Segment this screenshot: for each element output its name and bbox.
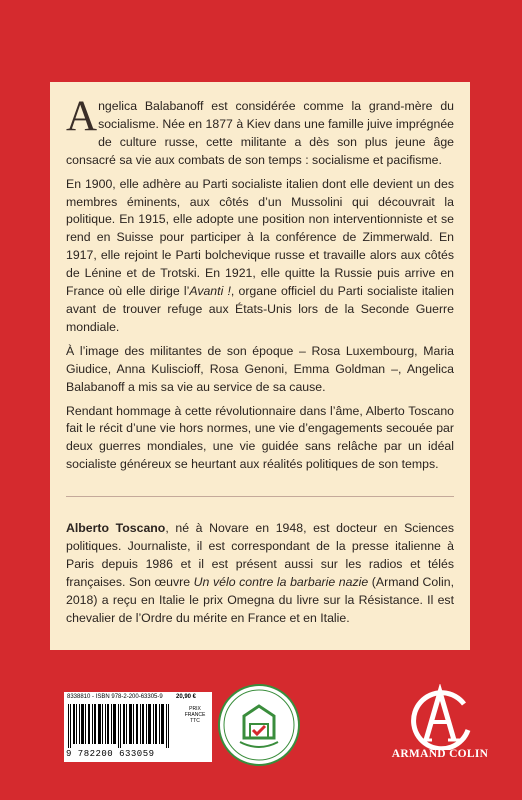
author-name: Alberto Toscano xyxy=(66,521,166,536)
section-divider xyxy=(66,496,454,497)
isbn-barcode-block xyxy=(64,692,212,762)
author-bio-text-a: , né à Novare en 1948, est docteur en Sciences politiques. Journaliste, il est correspondant de la presse italienne à Paris depuis 1986 et il est présent aussi sur les radios et télés françaises. Son œuvre xyxy=(66,521,454,589)
drop-cap-letter: A xyxy=(66,93,98,140)
synopsis-paragraph-2 xyxy=(66,176,454,337)
author-bio xyxy=(66,520,454,627)
isbn-line: 8338810 - ISBN 978-2-200-63305-9 xyxy=(67,694,163,700)
made-in-france-stamp xyxy=(218,684,300,766)
price: 20,90 € xyxy=(176,694,197,700)
synopsis-paragraph-1 xyxy=(66,93,454,170)
synopsis-paragraph-1-text: ngelica Balabanoff est considérée comme la grand-mère du socialisme. Née en 1877 à Kiev dans une famille juive imprégnée de culture russe, cette militante a dès son plus jeune âge consacré sa vie aux combats de son temps : socialisme et pacifisme. xyxy=(66,99,454,167)
armand-colin-monogram-icon xyxy=(385,684,495,750)
text-panel xyxy=(50,82,470,650)
newspaper-title: Avanti ! xyxy=(189,284,231,299)
publisher-name: ARMAND COLIN xyxy=(391,748,489,760)
author-bio-text-b: (Armand Colin, 2018) a reçu en Italie le prix Omegna du livre sur la Résistance. Il est chevalier de l’Ordre du mérite en France et en Italie. xyxy=(66,574,454,625)
armand-colin-logo xyxy=(385,684,495,774)
barcode-digits: 9 782200 633059 xyxy=(66,749,155,759)
book-title: Un vélo contre la barbarie nazie xyxy=(193,574,369,589)
made-in-france-seal-icon xyxy=(220,686,298,764)
price-label: PRIX FRANCE TTC xyxy=(184,706,206,724)
barcode-icon xyxy=(68,704,172,748)
synopsis-paragraph-2-text-b: , organe officiel du Parti socialiste italien avant de trouver refuge aux États-Unis lors de la Seconde Guerre mondiale. xyxy=(66,284,454,334)
synopsis-paragraph-2-text-a: En 1900, elle adhère au Parti socialiste italien dont elle devient un des membres éminents, aux côtés d’un Mussolini qui découvrait la politique. En 1915, elle adopte une position non interventionniste et se rend en Suisse pour participer à la conférence de Zimmerwald. En 1917, elle rejoint le Parti bolchevique russe et travaille alors aux côtés de Lénine et de Trotski. En 1921, elle quitte la Russie puis arrive en France où elle dirige l’ xyxy=(66,176,454,299)
synopsis-paragraph-3: À l’image des militantes de son époque – Rosa Luxembourg, Maria Giudice, Anna Kuliscioff, Rosa Genoni, Emma Goldman –, Angelica Balabanoff a mis sa vie au service de sa cause. xyxy=(66,343,454,394)
synopsis-paragraph-4: Rendant hommage à cette révolutionnaire dans l’âme, Alberto Toscano fait le récit d’une vie hors normes, une vie d’engagements secouée par deux guerres mondiales, une vie guidée sans relâche par un idéal socialiste généreux se heurtant aux réalités politiques de son temps. xyxy=(66,403,454,472)
